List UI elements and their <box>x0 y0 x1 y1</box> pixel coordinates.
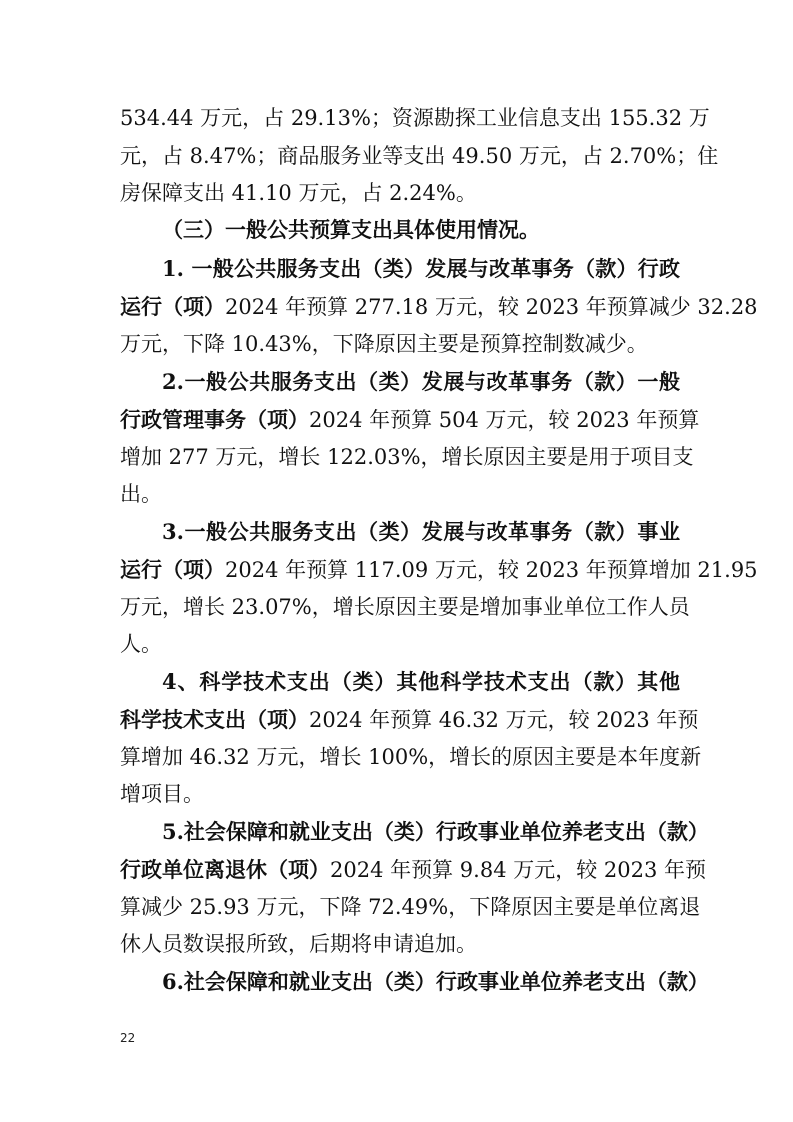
item-4-category: 科学技术支出（项） <box>120 707 309 732</box>
item-3-detail: 2024 年预算 117.09 万元，较 2023 年预算增加 21.95 <box>225 558 758 582</box>
item-4-line-4: 增项目。 <box>120 782 204 806</box>
item-1-line-3: 万元，下降 10.43%，下降原因主要是预算控制数减少。 <box>120 332 648 356</box>
item-2-detail: 2024 年预算 504 万元，较 2023 年预算 <box>309 408 700 432</box>
item-4-title: 4、科学技术支出（类）其他科学技术支出（款）其他 <box>162 669 680 694</box>
item-4-detail: 2024 年预算 46.32 万元，较 2023 年预 <box>309 708 699 732</box>
item-4-line-2 <box>120 701 699 739</box>
page-number: 22 <box>120 1031 136 1045</box>
item-4-line-3: 算增加 46.32 万元，增长 100%，增长的原因主要是本年度新 <box>120 745 702 769</box>
item-1-line-2 <box>120 288 758 326</box>
item-3-title: 3.一般公共服务支出（类）发展与改革事务（款）事业 <box>162 519 680 544</box>
item-3-line-3: 万元，增长 23.07%，增长原因主要是增加事业单位工作人员 <box>120 595 690 619</box>
item-3-line-4: 人。 <box>120 632 162 656</box>
item-2-line-2 <box>120 401 700 439</box>
item-2-category: 行政管理事务（项） <box>120 407 309 432</box>
item-5-line-2 <box>120 851 707 889</box>
item-5-category: 行政单位离退休（项） <box>120 857 330 882</box>
item-2-line-3: 增加 277 万元，增长 122.03%，增长原因主要是用于项目支 <box>120 445 694 469</box>
item-2-line-4: 出。 <box>120 482 162 506</box>
item-1-title: 1. 一般公共服务支出（类）发展与改革事务（款）行政 <box>162 256 680 281</box>
item-5-line-3: 算减少 25.93 万元，下降 72.49%，下降原因主要是单位离退 <box>120 895 701 919</box>
item-5-detail: 2024 年预算 9.84 万元，较 2023 年预 <box>330 858 707 882</box>
item-5-title: 5.社会保障和就业支出（类）行政事业单位养老支出（款） <box>162 819 709 844</box>
item-6-title: 6.社会保障和就业支出（类）行政事业单位养老支出（款） <box>162 969 709 994</box>
section-subheading: （三）一般公共预算支出具体使用情况。 <box>162 217 540 242</box>
item-1-detail: 2024 年预算 277.18 万元，较 2023 年预算减少 32.28 <box>225 295 758 319</box>
item-3-category: 运行（项） <box>120 557 225 582</box>
body-line-2: 元，占 8.47%；商品服务业等支出 49.50 万元，占 2.70%；住 <box>120 144 719 168</box>
item-2-title: 2.一般公共服务支出（类）发展与改革事务（款）一般 <box>162 369 680 394</box>
item-3-line-2 <box>120 551 758 589</box>
item-1-category: 运行（项） <box>120 294 225 319</box>
item-5-line-4: 休人员数误报所致，后期将申请追加。 <box>120 932 477 956</box>
body-line-1: 534.44 万元，占 29.13%；资源勘探工业信息支出 155.32 万 <box>120 106 710 130</box>
body-line-3: 房保障支出 41.10 万元，占 2.24%。 <box>120 181 477 205</box>
